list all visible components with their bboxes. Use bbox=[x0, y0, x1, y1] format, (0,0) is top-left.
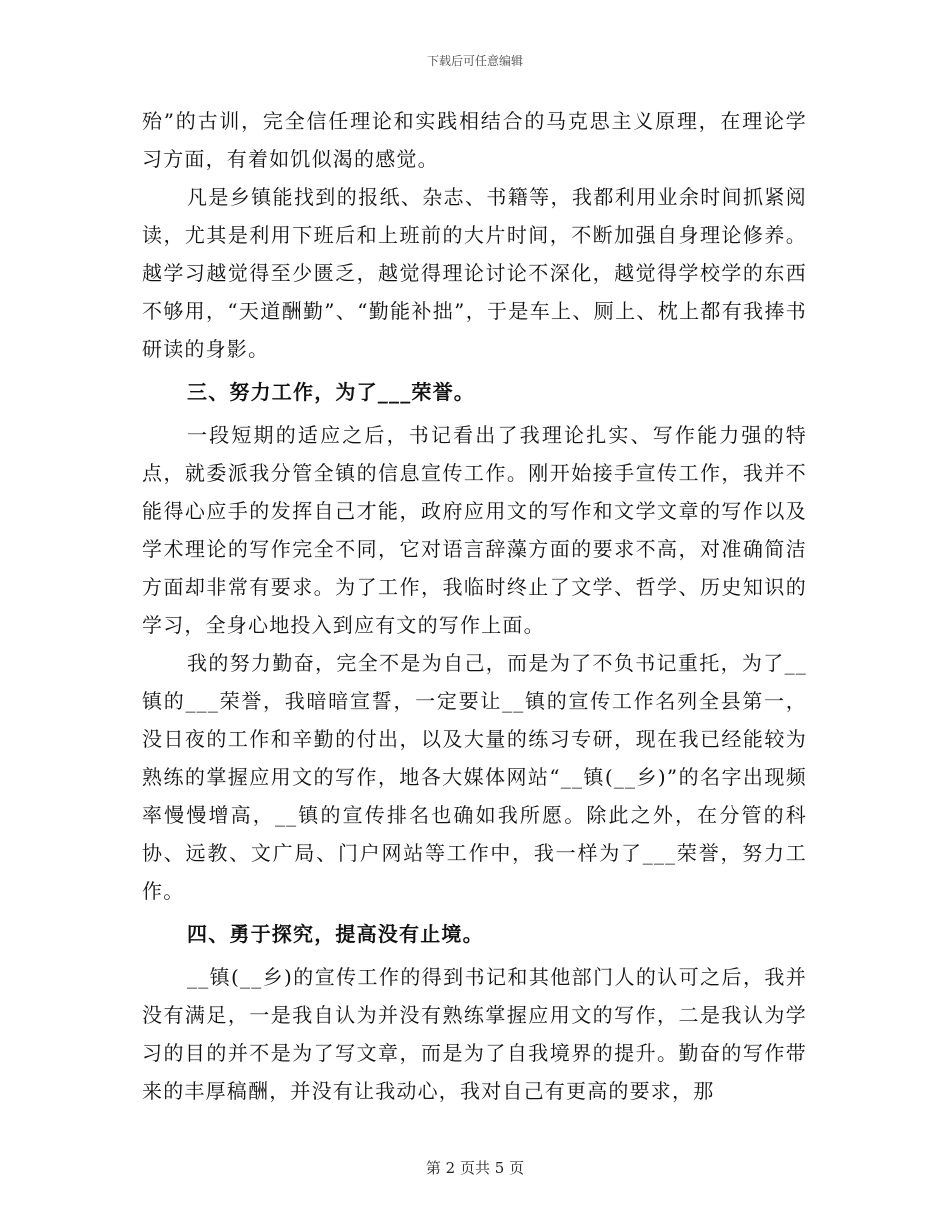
section-heading: 三、努力工作，为了___荣誉。 bbox=[187, 380, 475, 404]
paragraph: 凡是乡镇能找到的报纸、杂志、书籍等，我都利用业余时间抓紧阅读，尤其是利用下班后和上班前的大片时间，不断加强自身理论修养。越学习越觉得至少匮乏，越觉得理论讨论不深化，越觉得学校学的东西不够用，“天道酬勤”、“勤能补拙”，于是车上、厕上、枕上都有我捧书研读的身影。 bbox=[142, 185, 807, 361]
page-header: 下载后可任意编辑 bbox=[426, 54, 523, 68]
paragraph: 一段短期的适应之后，书记看出了我理论扎实、写作能力强的特点，就委派我分管全镇的信息宣传工作。刚开始接手宣传工作，我并不能得心应手的发挥自己才能，政府应用文的写作和文学文章的写作以及学术理论的写作完全不同，它对语言辞藻方面的要求不高，对准确简洁方面却非常有要求。为了工作，我临时终止了文学、哲学、历史知识的学习，全身心地投入到应有文的写作上面。 bbox=[142, 423, 807, 637]
section-heading: 四、勇于探究，提高没有止境。 bbox=[187, 922, 484, 946]
paragraph: __镇(__乡)的宣传工作的得到书记和其他部门人的认可之后，我并没有满足，一是我自认为并没有熟练掌握应用文的写作，二是我认为学习的目的并不是为了写文章，而是为了自我境界的提升。勤奋的写作带来的丰厚稿酬，并没有让我动心，我对自己有更高的要求，那 bbox=[142, 965, 807, 1103]
paragraph: 殆”的古训，完全信任理论和实践相结合的马克思主义原理，在理论学习方面，有着如饥似渴的感觉。 bbox=[142, 109, 807, 171]
page-footer: 第 2 页共 5 页 bbox=[425, 1159, 525, 1177]
document-body bbox=[142, 102, 807, 1110]
paragraph: 我的努力勤奋，完全不是为自己，而是为了不负书记重托，为了__镇的___荣誉，我暗暗宣誓，一定要让__镇的宣传工作名列全县第一，没日夜的工作和辛勤的付出，以及大量的练习专研，现在我已经能较为熟练的掌握应用文的写作，地各大媒体网站“__镇(__乡)”的名字出现频率慢慢增高，__镇的宣传排名也确如我所愿。除此之外，在分管的科协、远教、文广局、门户网站等工作中，我一样为了___荣誉，努力工作。 bbox=[142, 651, 807, 903]
